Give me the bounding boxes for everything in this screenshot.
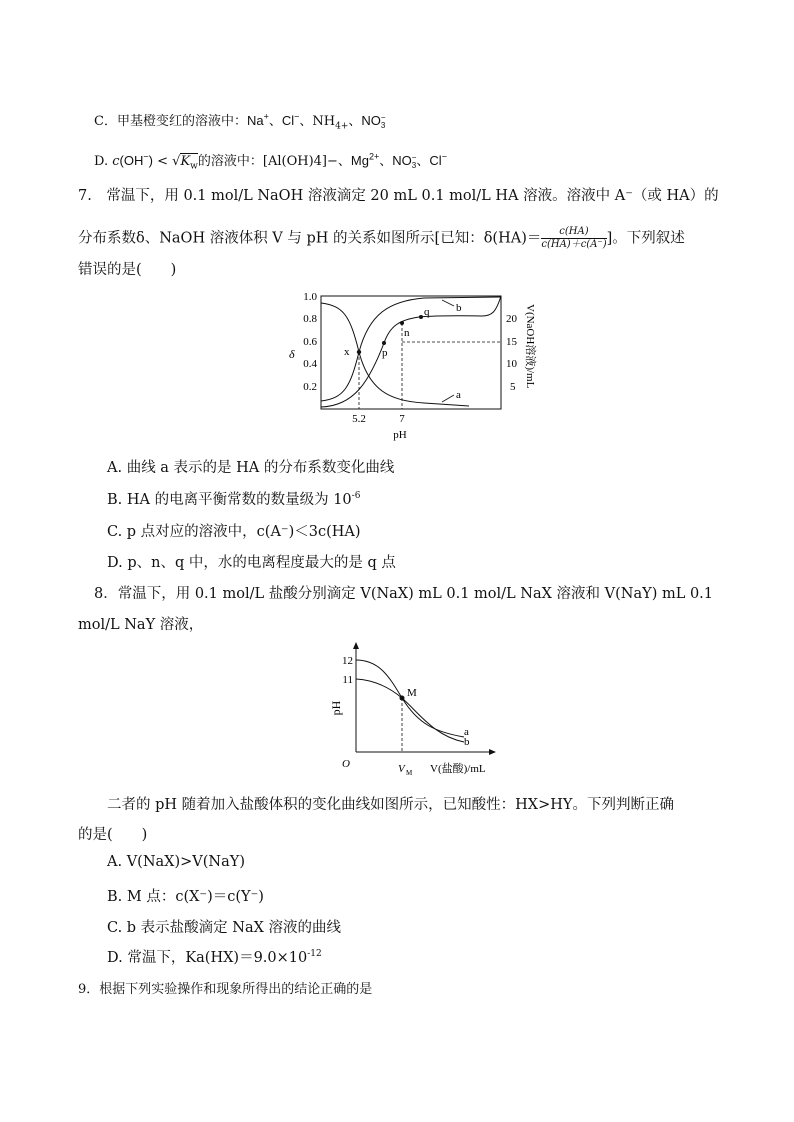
chart-7 [284, 286, 544, 446]
label-vm: V [398, 763, 405, 775]
ion-na: Na+ [246, 111, 269, 128]
delta-ha-fraction: $\frac{c(HA)}{c(HA)+c(A^-)}$ [541, 226, 607, 250]
label-vm-sub: M [406, 769, 413, 777]
label-a: a [456, 389, 461, 401]
q8-option-d: D. 常温下，$Ka(HX)=9.0\times 10^{-12}$ [107, 949, 322, 966]
chart-7-left-axis [303, 291, 317, 393]
label-m: M [407, 687, 417, 699]
x-label-ph: pH [393, 429, 407, 441]
q8-line1: 8．常温下，用 0.1 mol/L 盐酸分别滴定 V(NaX) mL 0.1 mol/L NaX 溶液和 V(NaY) mL 0.1 [94, 586, 714, 602]
option-d-line: D. $c(OH^-) < √K_w$的溶液中：[Al(OH)4]−、$Mg^{2+}$、NO − 3 、Cl− [94, 151, 447, 172]
ion-no3: NO − 3 [361, 112, 386, 130]
ion-cl-d: Cl− [429, 151, 447, 168]
chart-8-x-arrow [489, 749, 496, 755]
x-label-hcl: V(盐酸)/mL [430, 763, 486, 775]
option-c-line: C．甲基橙变红的溶液中：Na+、Cl−、$NH_{4+}$、NO − 3 [94, 111, 386, 132]
tick-0-8: 0.8 [303, 313, 317, 325]
q8-line4: 的是( ) [78, 827, 148, 843]
tick-11: 11 [342, 674, 353, 686]
ion-mg: $Mg^{2+}$ [350, 151, 380, 168]
tick-12: 12 [342, 655, 353, 667]
point-q [419, 315, 423, 319]
chart-7-right-axis [506, 313, 518, 393]
label-b: b [456, 302, 462, 314]
tick-r-20: 20 [506, 313, 517, 325]
q7-line1: 7. 常温下，用 0.1 mol/L NaOH 溶液滴定 20 mL 0.1 mol/L HA 溶液。溶液中 A⁻（或 HA）的 [78, 188, 719, 204]
tick-7: 7 [399, 413, 405, 425]
chart-8 [310, 640, 500, 782]
y-label-ph: pH [329, 700, 343, 716]
q7-line3: 错误的是( ) [78, 262, 177, 278]
q8-option-c: C. b 表示盐酸滴定 NaX 溶液的曲线 [107, 920, 342, 936]
q8-line3: 二者的 pH 随着加入盐酸体积的变化曲线如图所示，已知酸性：HX>HY。下列判断正确 [107, 797, 674, 813]
q8-option-a: A. V(NaX)>V(NaY) [107, 854, 245, 870]
label-p: p [382, 347, 388, 359]
chart-8-y-arrow [353, 642, 359, 649]
label-q: q [424, 306, 430, 318]
ion-cl: Cl− [281, 111, 300, 128]
label-8-b: b [464, 736, 470, 748]
tick-r-5: 5 [510, 381, 516, 393]
q9-line1: 9．根据下列实验操作和现象所得出的结论正确的是 [78, 982, 373, 997]
tick-0-6: 0.6 [303, 336, 317, 348]
point-p [382, 341, 386, 345]
point-n [400, 321, 404, 325]
y-right-label: V(NaOH溶液)/mL [524, 304, 536, 389]
q8-option-b: B. M 点：c(X⁻)＝c(Y⁻) [107, 889, 264, 905]
point-x [357, 350, 361, 354]
tick-r-10: 10 [506, 358, 517, 370]
q7-option-c: C. p 点对应的溶液中，c(A⁻)＜3c(HA) [107, 524, 361, 540]
q8-line2: mol/L NaY 溶液， [78, 617, 204, 633]
origin-o: O [342, 758, 350, 770]
tick-5-2: 5.2 [352, 413, 366, 425]
q7-option-b: B. HA 的电离平衡常数的数量级为 $10^{-6}$ [107, 491, 361, 508]
label-x: x [344, 346, 350, 358]
label-8-a: a [464, 726, 469, 738]
tick-1-0: 1.0 [303, 291, 317, 303]
option-d-prefix: D. [94, 154, 109, 169]
sqrt-kw: $√K_w$ [172, 154, 198, 172]
point-m [400, 696, 405, 701]
tick-r-15: 15 [506, 336, 517, 348]
q7-option-a: A. 曲线 a 表示的是 HA 的分布系数变化曲线 [107, 460, 395, 476]
q7-option-d: D. p、n、q 中，水的电离程度最大的是 q 点 [107, 555, 396, 571]
q7-line2: 分布系数δ、NaOH 溶液体积 V 与 pH 的关系如图所示[已知：δ(HA)＝ $\frac{c(HA)}{c(HA)+c(A^-)}$ ]。下列叙述 [78, 226, 685, 250]
tick-0-2: 0.2 [303, 381, 317, 393]
option-c-prefix: C．甲基橙变红的溶液中： [94, 114, 247, 129]
label-n: n [404, 327, 410, 339]
y-left-label: δ [289, 347, 295, 361]
ion-no3-d: NO − 3 [392, 152, 417, 170]
tick-0-4: 0.4 [303, 358, 317, 370]
